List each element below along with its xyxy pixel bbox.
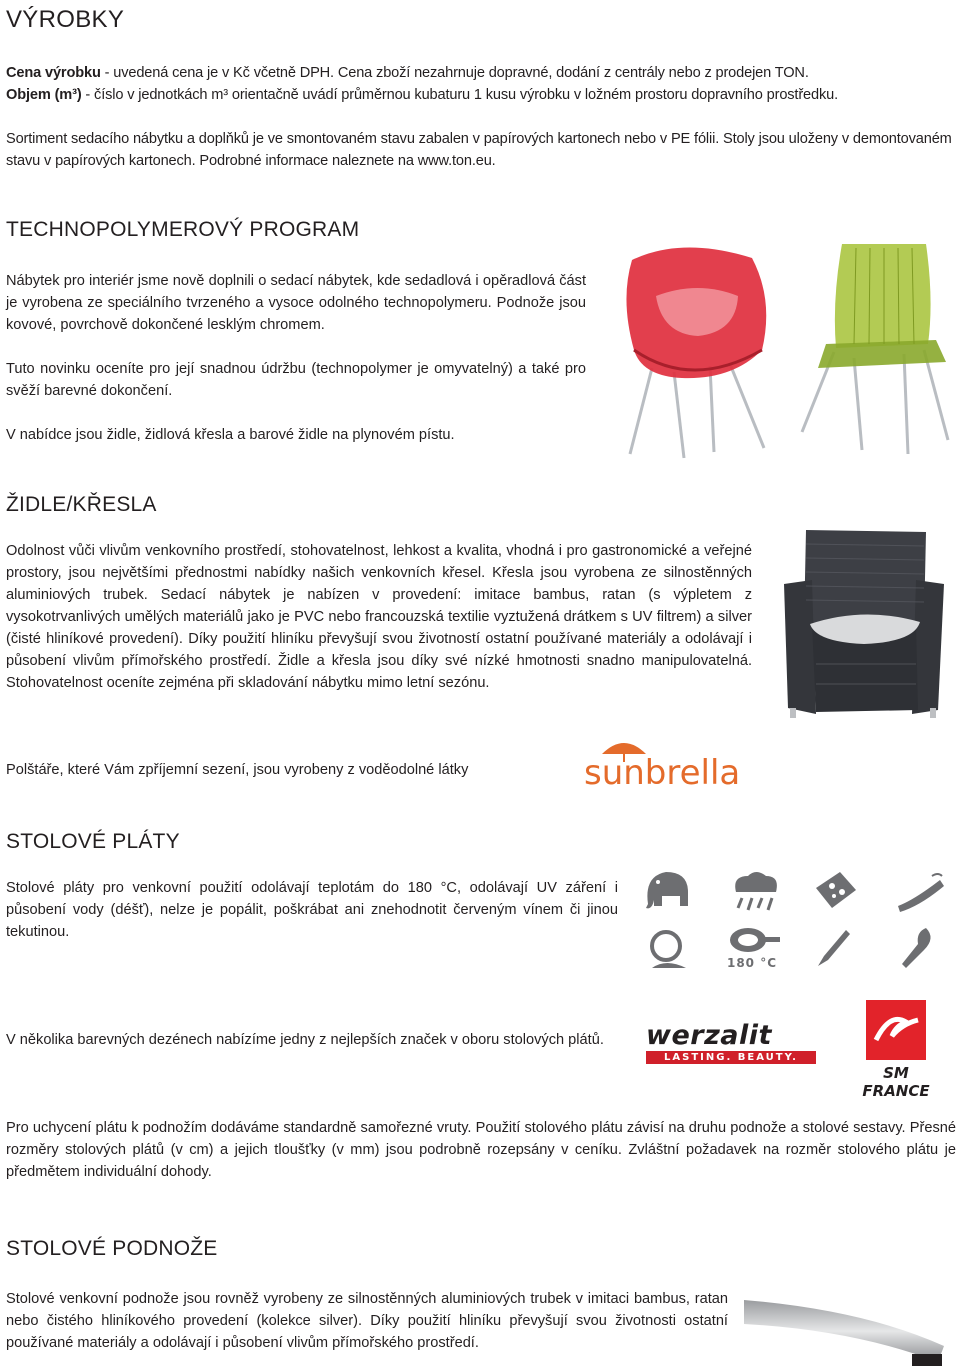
price-note <box>6 62 956 84</box>
tabletops-paragraph-2: V několika barevných dezénech nabízíme jedny z nejlepších značek v oboru stolových plátů. <box>6 1032 604 1048</box>
sunbrella-logo <box>580 734 756 790</box>
tabletops-paragraph-3: Pro uchycení plátu k podnožím dodáváme standardně samořezné vruty. Použití stolového plátu závisí na druhu podnože a stolové sestavy. Přesné rozměry stolových plátů (v cm) a jejich tloušťky (v mm) jsou podrobně rozepsány v ceníku. Zvláštní požadavek na rozměr stolového plátu je předmětem individuální dohody. <box>6 1120 956 1180</box>
utensil-icon <box>896 926 936 972</box>
smfrance-logo <box>848 1000 944 1100</box>
volume-label: Objem (m³) <box>6 87 82 103</box>
price-label: Cena výrobku <box>6 65 101 81</box>
elephant-icon <box>640 866 692 914</box>
sunbrella-logo-text: sunbrella <box>584 753 741 790</box>
table-base-tube-image <box>744 1290 960 1366</box>
werzalit-logo <box>646 1022 816 1064</box>
red-chair-image <box>612 240 780 464</box>
price-text: - uvedená cena je v Kč včetně DPH. Cena zboží nezahrnuje dopravné, dodání z centrály nebo z prodejen TON. <box>100 65 809 81</box>
hot-pan-icon <box>726 924 780 954</box>
rain-cloud-icon <box>726 868 782 914</box>
volume-note <box>6 84 956 106</box>
volume-text: - číslo v jednotkách m³ orientačně uvádí průměrnou kubaturu 1 kusu výrobku v ložném prostoru dopravního prostředku. <box>81 87 838 103</box>
packaging-note: Sortiment sedacího nábytku a doplňků je ve smontovaném stavu zabalen v papírových kartonech nebo v PE fólii. Stoly jsou uloženy v demontovaném stavu v papírových kartonech. Podrobné informace naleznete na www.ton.eu. <box>6 131 952 169</box>
knife-icon <box>812 926 852 972</box>
cigarette-icon <box>892 870 948 914</box>
technopolymer-heading: TECHNOPOLYMEROVÝ PROGRAM <box>6 218 360 241</box>
bases-heading: STOLOVÉ PODNOŽE <box>6 1237 218 1260</box>
green-chair-image <box>796 240 960 464</box>
technopolymer-paragraph-3: V nabídce jsou židle, židlová křesla a barové židle na plynovém pístu. <box>6 427 455 443</box>
bases-paragraph: Stolové venkovní podnože jsou rovněž vyrobeny ze silnostěnných aluminiových trubek v imitaci bambus, ratan nebo čistého hliníkového provedení (kolekce silver). Díky použití hliníku převyšují svou životnosti ostatní používané materiály a odolávají i působení vlivům přímořského prostředí. <box>6 1291 728 1351</box>
property-icons <box>640 866 960 978</box>
smfrance-emblem-icon <box>866 1000 926 1060</box>
chairs-paragraph: Odolnost vůči vlivům venkovního prostředí, stohovatelnost, lehkost a kvalita, vhodná i pro gastronomické a veřejné prostory, jsou největšími přednostmi nabídky našich venkovních křesel. Křesla jsou vyrobena ze silnostěnných aluminiových trubek. Sedací nábytek je nabízen v provedení: imitace bambus, ratan (s výpletem z vysokotrvanlivých umělých materiálů jako je PVC nebo francouzská textilie vyztužená drátkem s UV filtrem) a silver (čisté hliníkové provedení). Díky použití hliníku převyšují svou životností ostatní používané materiály a odolávají i působení vlivům přímořského prostředí. Židle a křesla jsou díky své nízké hmotnosti snadno manipulovatelná. Stohovatelnost oceníte zejména při skladování nábytku mimo letní sezónu. <box>6 543 752 691</box>
rattan-armchair-image <box>776 524 948 720</box>
wine-spill-icon <box>646 928 692 972</box>
werzalit-logo-text: werzalit <box>646 1020 772 1051</box>
cushions-note: Polštáře, které Vám zpříjemní sezení, jsou vyrobeny z voděodolné látky <box>6 762 469 778</box>
technopolymer-paragraph-2: Tuto novinku oceníte pro její snadnou údržbu (technopolymer je omyvatelný) a také pro svěží barevné dokončení. <box>6 361 586 399</box>
werzalit-tagline: LASTING. BEAUTY. <box>646 1051 816 1064</box>
temperature-label: 180 °C <box>726 956 778 970</box>
smfrance-logo-text: SM FRANCE <box>862 1064 930 1100</box>
chairs-heading: ŽIDLE/KŘESLA <box>6 493 157 516</box>
page-title: VÝROBKY <box>6 6 125 33</box>
tabletops-heading: STOLOVÉ PLÁTY <box>6 830 180 853</box>
technopolymer-paragraph-1: Nábytek pro interiér jsme nově doplnili o sedací nábytek, kde sedadlová i opěradlová část je vyrobena ze speciálního tvrzeného a vysoce odolného technopolymeru. Podnože jsou kovové, povrchově dokončené lesklým chromem. <box>6 273 586 333</box>
tabletops-paragraph-1: Stolové pláty pro venkovní použití odolávají teplotám do 180 °C, odolávají UV záření i působení vody (déšť), nelze je popálit, poškrábat ani znehodnotit červeným vínem či jinou tekutinou. <box>6 880 618 940</box>
sponge-icon <box>810 868 862 914</box>
